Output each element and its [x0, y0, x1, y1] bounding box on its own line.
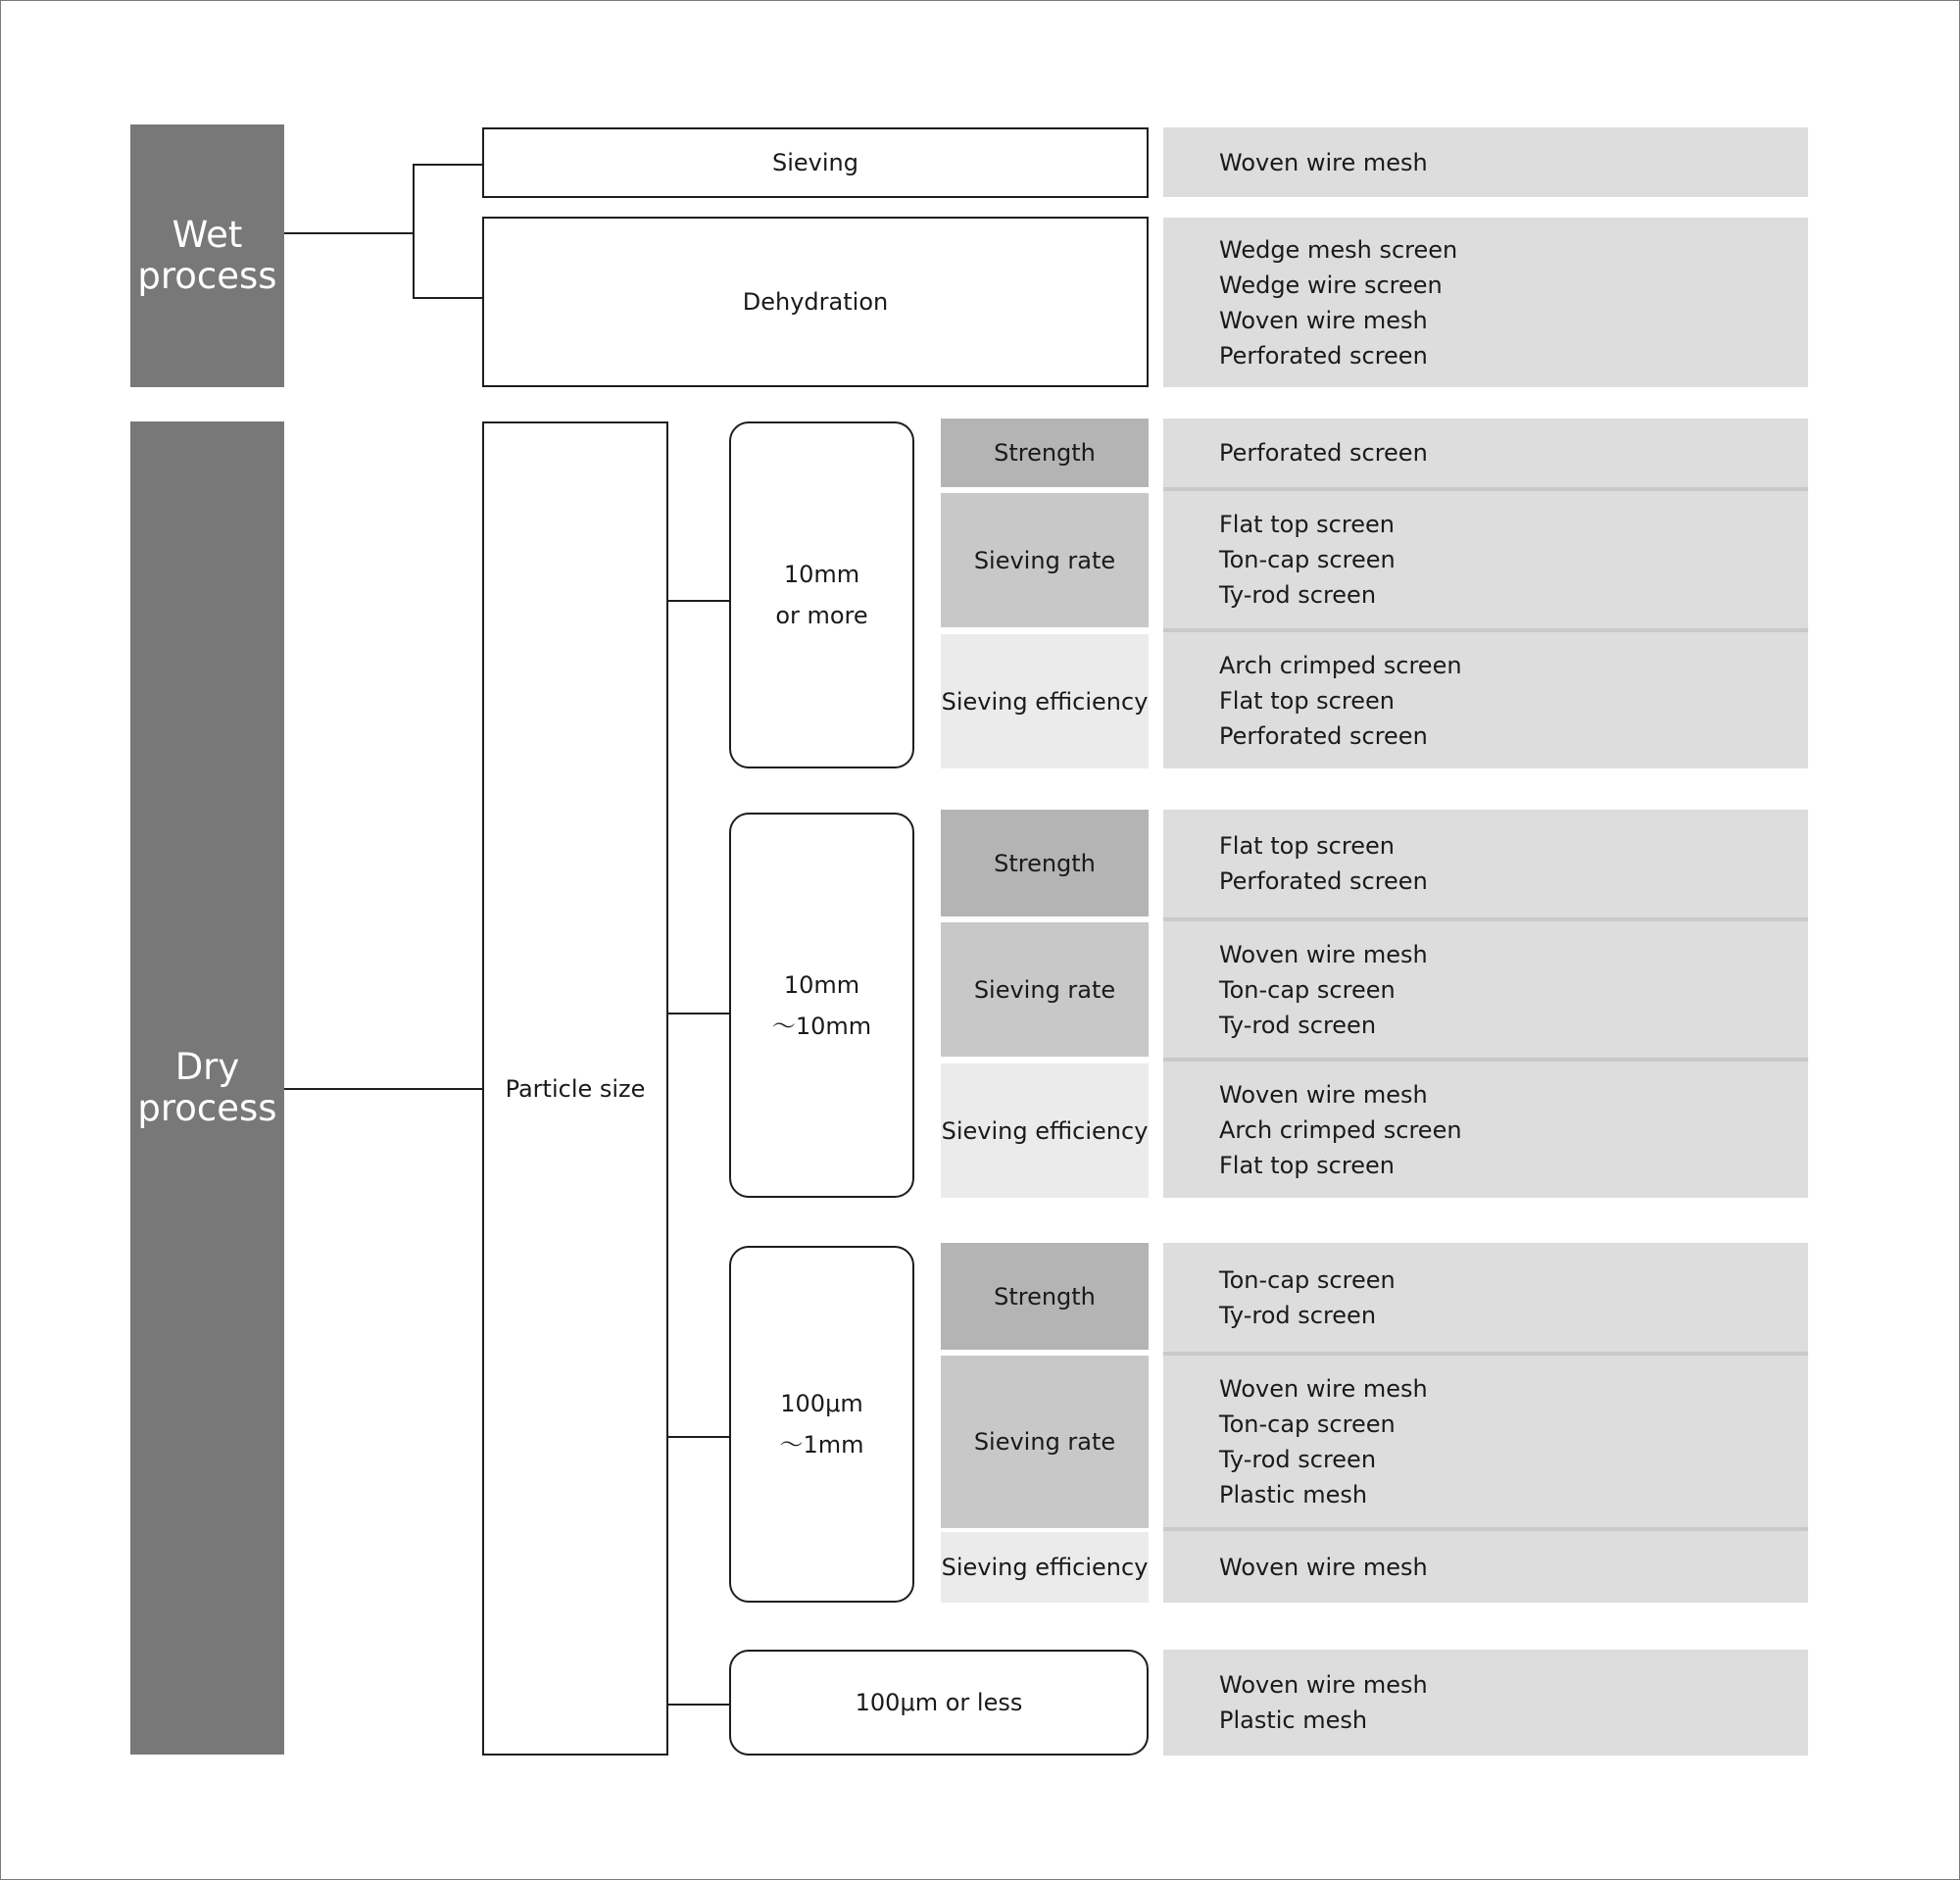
- screen-item: Ton-cap screen: [1219, 1265, 1396, 1294]
- screens-cell: [1163, 1531, 1808, 1603]
- screen-item: Flat top screen: [1219, 1151, 1395, 1179]
- screens-cell: [1163, 810, 1808, 917]
- sieving-label: Sieving: [772, 149, 858, 176]
- size-range-line1: 10mm: [783, 561, 860, 588]
- screen-item: Plastic mesh: [1219, 1707, 1368, 1734]
- connector: [413, 164, 415, 299]
- screen-item: Ty-rod screen: [1219, 1445, 1377, 1473]
- sieving-screens: [1163, 127, 1808, 197]
- screen-item: Woven wire mesh: [1219, 306, 1428, 334]
- screens-cell: [1163, 1356, 1808, 1527]
- screen-item: Wedge mesh screen: [1219, 235, 1458, 264]
- connector: [413, 164, 483, 166]
- screen-item: Ton-cap screen: [1219, 975, 1396, 1004]
- criterion-sieving-rate: [941, 493, 1149, 627]
- screen-item: Woven wire mesh: [1219, 1671, 1428, 1699]
- dry-process-line1: Dry: [174, 1046, 240, 1088]
- size-range-line2: ～1mm: [779, 1431, 864, 1459]
- connector: [667, 1013, 730, 1014]
- screen-item: Plastic mesh: [1219, 1480, 1368, 1509]
- screen-item: Flat top screen: [1219, 511, 1395, 538]
- screen-item: Arch crimped screen: [1219, 1115, 1462, 1144]
- screens-cell: [1163, 491, 1808, 628]
- size-range-box: [729, 421, 914, 768]
- particle-size-box: [482, 421, 668, 1756]
- connector: [667, 600, 730, 602]
- screen-item: Perforated screen: [1219, 439, 1428, 467]
- criterion-label: Sieving rate: [973, 975, 1116, 1004]
- screen-item: Ton-cap screen: [1219, 1410, 1396, 1438]
- size-range-box: [729, 813, 914, 1198]
- screen-item: Woven wire mesh: [1219, 148, 1428, 176]
- dehydration-screens: [1163, 218, 1808, 387]
- screens-cell: [1163, 1062, 1808, 1198]
- screen-item: Perforated screen: [1219, 721, 1428, 750]
- connector: [284, 232, 414, 234]
- screen-item: Woven wire mesh: [1219, 1374, 1428, 1403]
- screens-cell: [1163, 1243, 1808, 1352]
- sieving-box: [482, 127, 1149, 198]
- criterion-sieving-rate: [941, 1356, 1149, 1528]
- connector: [413, 297, 483, 299]
- size-range-box: [729, 1246, 914, 1603]
- screen-item: Flat top screen: [1219, 686, 1395, 715]
- screen-item: Ty-rod screen: [1219, 581, 1377, 609]
- screens-cell: [1163, 419, 1808, 487]
- criterion-label: Sieving efficiency: [941, 1554, 1149, 1581]
- criterion-strength: [941, 1243, 1149, 1350]
- connector: [667, 1704, 730, 1706]
- size-range-line2: ～10mm: [771, 1012, 872, 1040]
- criterion-sieving-efficiency: [941, 1532, 1149, 1603]
- criterion-label: Sieving efficiency: [941, 1116, 1149, 1145]
- size-range-line2: or more: [775, 602, 868, 629]
- criterion-label: Strength: [994, 849, 1096, 877]
- screen-item: Flat top screen: [1219, 832, 1395, 860]
- screens-cell: [1163, 632, 1808, 768]
- screen-item: Wedge wire screen: [1219, 271, 1443, 299]
- screen-item: Ton-cap screen: [1219, 546, 1396, 573]
- criterion-label: Strength: [994, 439, 1096, 467]
- screens-cell: [1163, 1650, 1808, 1756]
- wet-process-line2: process: [137, 255, 277, 297]
- dry-process-label: [130, 421, 284, 1755]
- size-range-line1: 10mm: [783, 970, 860, 999]
- dry-process-line2: process: [137, 1087, 277, 1129]
- fine-size-label: 100μm or less: [855, 1689, 1023, 1716]
- screen-item: Ty-rod screen: [1219, 1011, 1377, 1039]
- particle-size-label: Particle size: [505, 1074, 646, 1103]
- wet-process-label: [130, 124, 284, 387]
- criterion-label: Sieving efficiency: [941, 687, 1149, 716]
- screens-cell: [1163, 921, 1808, 1058]
- criterion-label: Sieving rate: [973, 546, 1116, 574]
- screen-item: Woven wire mesh: [1219, 940, 1428, 968]
- criterion-strength: [941, 419, 1149, 487]
- connector: [667, 1436, 730, 1438]
- wet-process-line1: Wet: [172, 214, 243, 256]
- screen-item: Perforated screen: [1219, 341, 1428, 370]
- connector: [284, 1088, 483, 1090]
- dehydration-label: Dehydration: [742, 288, 889, 316]
- criterion-sieving-efficiency: [941, 1064, 1149, 1198]
- criterion-label: Strength: [994, 1282, 1096, 1311]
- size-range-line1: 100μm: [780, 1390, 863, 1417]
- criterion-label: Sieving rate: [973, 1428, 1116, 1456]
- fine-size-box: [729, 1650, 1149, 1756]
- screen-item: Woven wire mesh: [1219, 1553, 1428, 1581]
- criterion-sieving-rate: [941, 922, 1149, 1057]
- criterion-sieving-efficiency: [941, 634, 1149, 768]
- dehydration-box: [482, 217, 1149, 387]
- criterion-strength: [941, 810, 1149, 916]
- screen-item: Arch crimped screen: [1219, 651, 1462, 679]
- screen-item: Perforated screen: [1219, 867, 1428, 895]
- screen-item: Woven wire mesh: [1219, 1080, 1428, 1109]
- screen-item: Ty-rod screen: [1219, 1301, 1377, 1329]
